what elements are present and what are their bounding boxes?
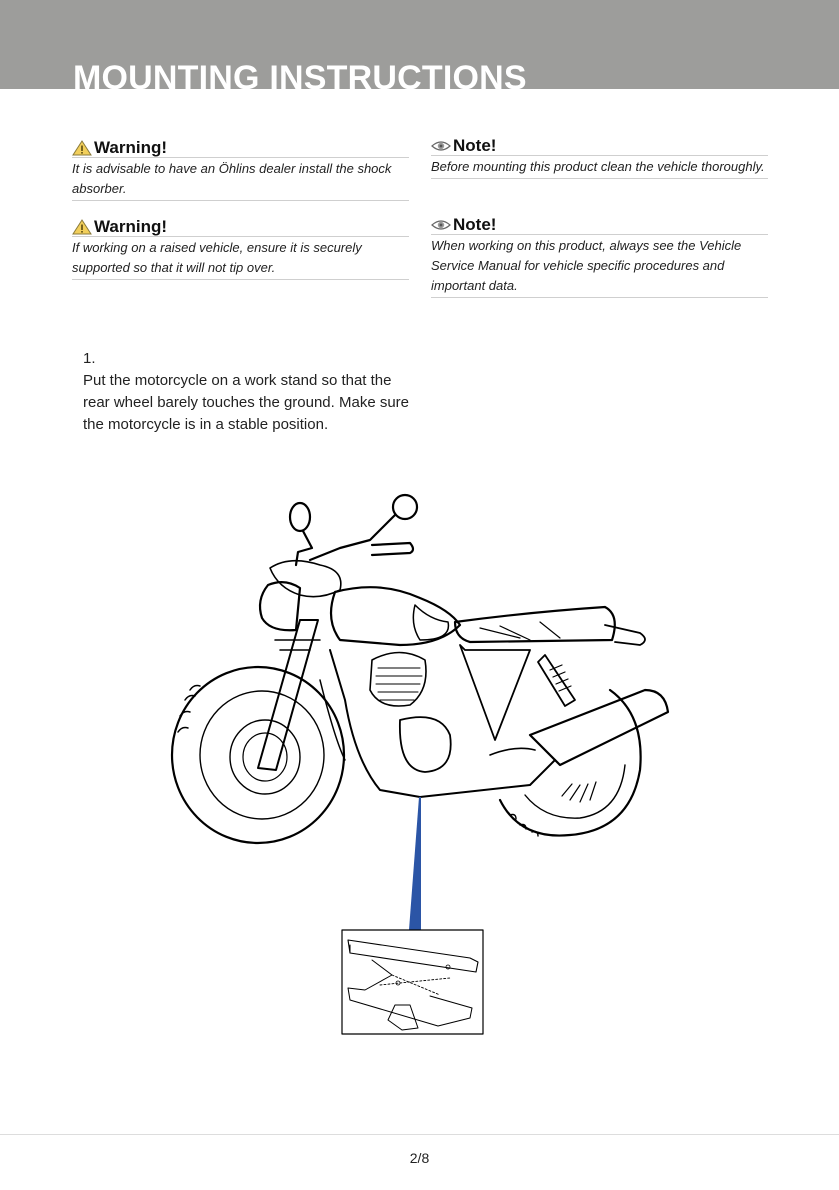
note-title: Note!: [453, 135, 497, 155]
warning-title: Warning!: [94, 216, 168, 236]
page-title: MOUNTING INSTRUCTIONS: [73, 59, 527, 89]
warning-text: It is advisable to have an Öhlins dealer install the shock absorber.: [72, 158, 409, 201]
warning-title: Warning!: [94, 137, 168, 157]
seat: [455, 607, 645, 645]
step-1: [83, 348, 413, 436]
page-header: [0, 0, 839, 89]
eye-icon: [431, 217, 451, 233]
warning-block: [72, 217, 409, 280]
rear-wheel: [500, 690, 641, 836]
warning-text: If working on a raised vehicle, ensure it is securely supported so that it will not tip over.: [72, 237, 409, 280]
engine: [320, 645, 555, 797]
note-block: [431, 215, 768, 298]
rear-shock: [538, 655, 575, 706]
note-text: Before mounting this product clean the vehicle thoroughly.: [431, 156, 768, 179]
front-wheel: [172, 667, 344, 843]
note-block: [431, 136, 768, 179]
handlebars: [270, 495, 417, 597]
page-number: 2/8: [409, 1150, 430, 1166]
warning-triangle-icon: [72, 140, 92, 156]
warning-block: [72, 138, 409, 201]
step-number: 1.: [83, 350, 96, 367]
work-stand-inset: [342, 930, 483, 1034]
pointer: [409, 797, 421, 930]
note-text: When working on this product, always see the Vehicle Service Manual for vehicle specific procedures and important data.: [431, 235, 768, 298]
motorcycle-illustration: [160, 480, 680, 1040]
note-title: Note!: [453, 214, 497, 234]
eye-icon: [431, 138, 451, 154]
warning-triangle-icon: [72, 219, 92, 235]
step-text: Put the motorcycle on a work stand so that the rear wheel barely touches the ground. Make sure the motorcycle is in a stable position.: [83, 372, 410, 433]
headlight: [260, 582, 300, 630]
fuel-tank: [331, 587, 460, 645]
front-fork: [258, 620, 320, 770]
footer-divider: [0, 1134, 839, 1135]
